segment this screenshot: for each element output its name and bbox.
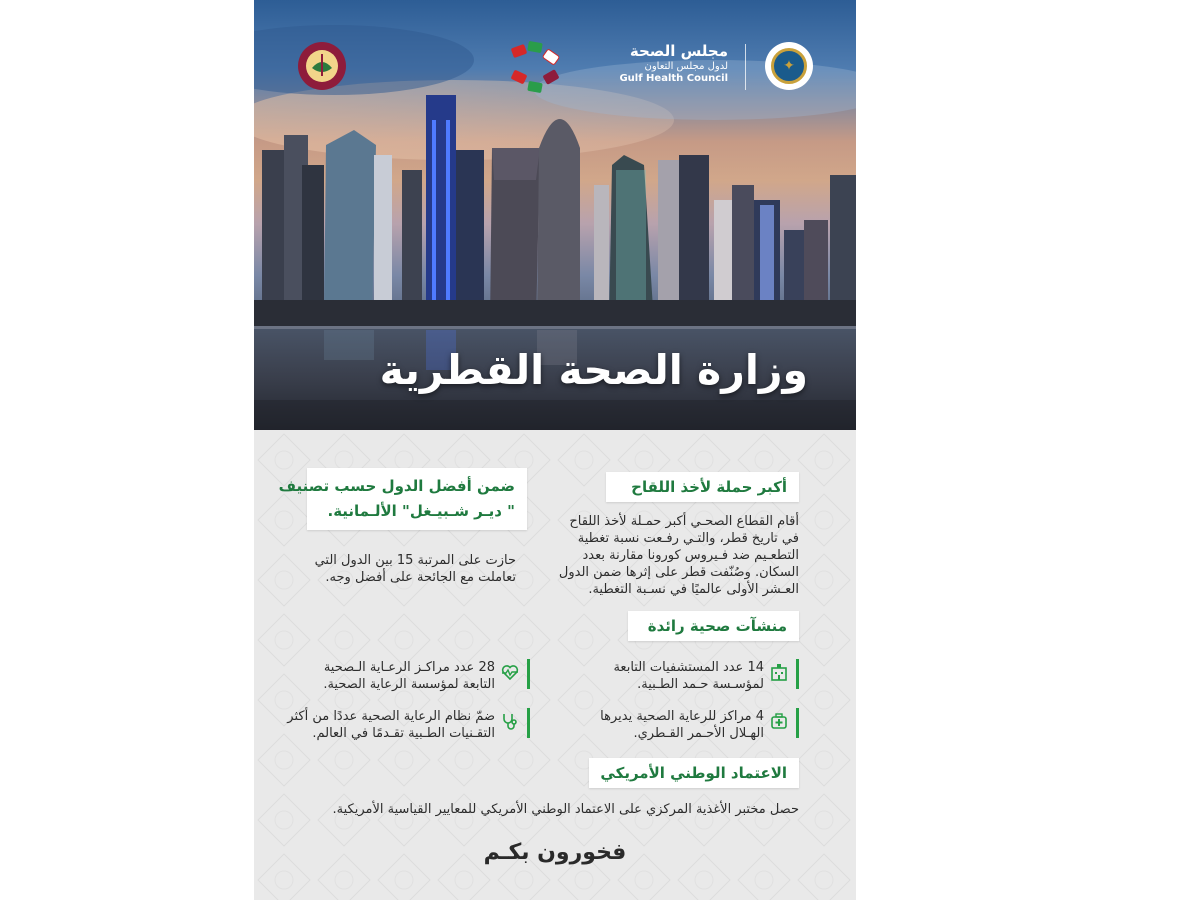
facility-item-technology bbox=[280, 708, 530, 742]
vaccine-line: أقام القطاع الصحـي أكبر حمـلة لأخذ اللقاح bbox=[569, 514, 799, 529]
poster bbox=[254, 0, 856, 900]
item-bar bbox=[527, 659, 530, 689]
facilities-section-title: منشآت صحية رائدة bbox=[628, 611, 799, 641]
item-line: 28 عدد مراكـز الرعـاية الـصحية bbox=[323, 660, 495, 675]
vaccine-line: العـشر الأولى عالميًا في نسـبة التغطية. bbox=[588, 582, 799, 597]
item-line: ضمّ نظام الرعاية الصحية عددًا من أكثر bbox=[287, 709, 495, 724]
gcc-logo bbox=[765, 42, 813, 90]
stethoscope-icon bbox=[501, 712, 519, 730]
hospital-icon bbox=[770, 663, 788, 681]
moph-emblem-icon bbox=[292, 38, 352, 94]
ranking-line: تعاملت مع الجائحة على أفضل وجه. bbox=[325, 570, 516, 585]
item-line: لمؤسـسة حـمد الطـبية. bbox=[637, 677, 764, 692]
vaccine-line: التطعـيم ضد فـيروس كورونا مقارنة بعدد bbox=[582, 548, 799, 563]
item-bar bbox=[796, 659, 799, 689]
item-line: 4 مراكز للرعاية الصحية يديرها bbox=[600, 709, 764, 724]
item-line: 14 عدد المستشفيات التابعة bbox=[613, 660, 764, 675]
ranking-title-line: ضمن أفضل الدول حسب تصنيف bbox=[278, 477, 515, 495]
item-bar bbox=[527, 708, 530, 738]
ghc-english-name: Gulf Health Council bbox=[619, 73, 728, 84]
logo-separator bbox=[745, 44, 746, 90]
item-line: التقـنيات الطـبية تقـدمًا في العالم. bbox=[312, 726, 495, 741]
gcc-emblem-icon: ✦ bbox=[771, 48, 807, 84]
vaccine-section-text bbox=[539, 513, 799, 598]
ghc-arabic-name: مجلس الصحة bbox=[629, 42, 728, 60]
ghc-flags-emblem-icon bbox=[508, 40, 562, 94]
ranking-section-text bbox=[276, 552, 516, 586]
medical-kit-icon bbox=[770, 712, 788, 730]
ghc-arabic-subtitle: لدول مجلس التعاون bbox=[644, 61, 728, 72]
vaccine-line: السكان. وصُنّفت قطر على إثرها ضمن الدول bbox=[558, 565, 799, 580]
closing-slogan: فخورون بكـم bbox=[483, 840, 627, 865]
vaccine-section-title: أكبر حملة لأخذ اللقاح bbox=[606, 472, 799, 502]
accreditation-section-text: حصل مختبر الأغذية المركزي على الاعتماد الوطني الأمريكي للمعايير القياسية الأمريكية. bbox=[332, 802, 799, 817]
item-line: التابعة لمؤسسة الرعاية الصحية. bbox=[323, 677, 495, 692]
moph-logo bbox=[292, 38, 352, 94]
gulf-health-council-logo bbox=[508, 40, 728, 96]
heartbeat-icon bbox=[501, 663, 519, 681]
item-line: الهـلال الأحـمر القـطري. bbox=[633, 726, 764, 741]
ranking-section-title bbox=[278, 468, 527, 530]
facility-item-primary-care bbox=[290, 659, 530, 693]
ranking-title-line: " ديـر شـبيـغل" الألـمانية. bbox=[327, 502, 515, 520]
accreditation-section-title: الاعتماد الوطني الأمريكي bbox=[589, 758, 799, 788]
facility-item-red-crescent bbox=[559, 708, 799, 742]
item-bar bbox=[796, 708, 799, 738]
hero-title: وزارة الصحة القطرية bbox=[379, 346, 808, 394]
facility-item-hospitals bbox=[559, 659, 799, 693]
vaccine-line: في تاريخ قطر، والتـي رفـعت نسبة تغطية bbox=[577, 531, 799, 546]
ranking-line: حازت على المرتبة 15 بين الدول التي bbox=[314, 553, 516, 568]
hero-banner bbox=[254, 0, 856, 430]
